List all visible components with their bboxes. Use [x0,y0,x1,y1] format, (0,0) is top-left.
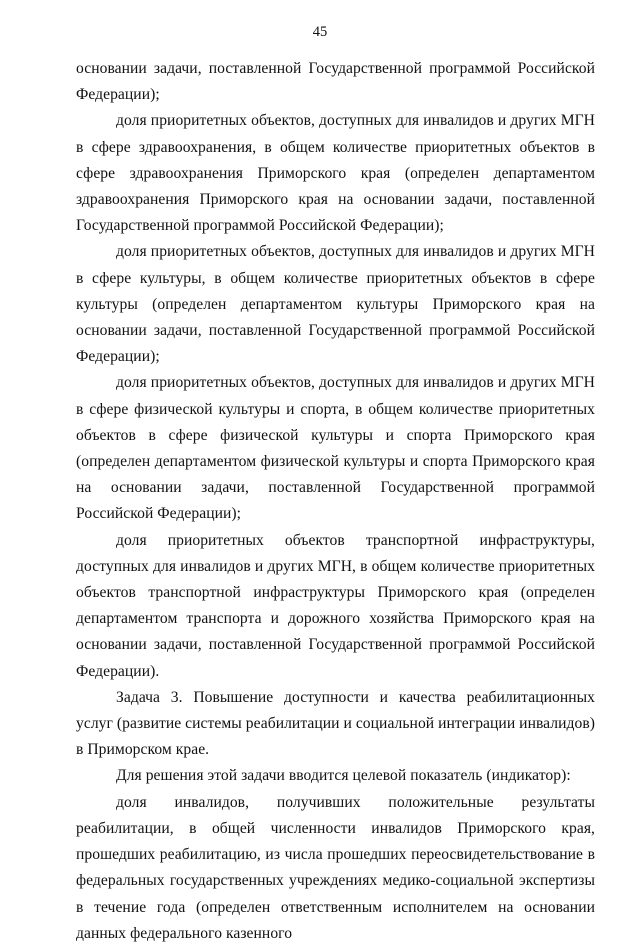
paragraph-indicator-intro: Для решения этой задачи вводится целевой показатель (индикатор): [116,767,571,785]
paragraph-continuation: основании задачи, поставленной Государственной программой Российской Федерации); [76,60,595,104]
paragraph-sport-share: доля приоритетных объектов, доступных для инвалидов и других МГН в сфере физической культуры и спорта, в общем количестве приоритетных объектов в сфере физической культуры и спорта Приморского края (определен департаментом физической культуры и спорта Приморского края на основании задачи, поставленной Государственной программой Российской Федерации); [76,374,595,523]
paragraph-task-3: Задача 3. Повышение доступности и качества реабилитационных услуг (развитие системы реабилитации и социальной интеграции инвалидов) в Приморском крае. [76,688,595,759]
page-number: 45 [312,24,328,40]
document-body [76,56,595,947]
paragraph-rehabilitation-share: доля инвалидов, получивших положительные результаты реабилитации, в общей численности инвалидов Приморского края, прошедших реабилитацию, из числа прошедших переосвидетельствование в федеральных государственных учреждениях медико-социальной экспертизы в течение года (определен ответственным исполнителем на основании данных федерального казенного [76,793,595,942]
paragraph-transport-share: доля приоритетных объектов транспортной инфраструктуры, доступных для инвалидов и других МГН, в общем количестве приоритетных объектов транспортной инфраструктуры Приморского края (определен департаментом транспорта и дорожного хозяйства Приморского края на основании задачи, поставленной Государственной программой Российской Федерации). [76,531,595,680]
paragraph-culture-share: доля приоритетных объектов, доступных для инвалидов и других МГН в сфере культуры, в общем количестве приоритетных объектов в сфере культуры (определен департаментом культуры Приморского края на основании задачи, поставленной Государственной программой Российской Федерации); [76,243,595,366]
paragraph-healthcare-share: доля приоритетных объектов, доступных для инвалидов и других МГН в сфере здравоохранения, в общем количестве приоритетных объектов в сфере здравоохранения Приморского края (определен департаментом здравоохранения Приморского края на основании задачи, поставленной Государственной программой Российской Федерации); [76,112,595,235]
